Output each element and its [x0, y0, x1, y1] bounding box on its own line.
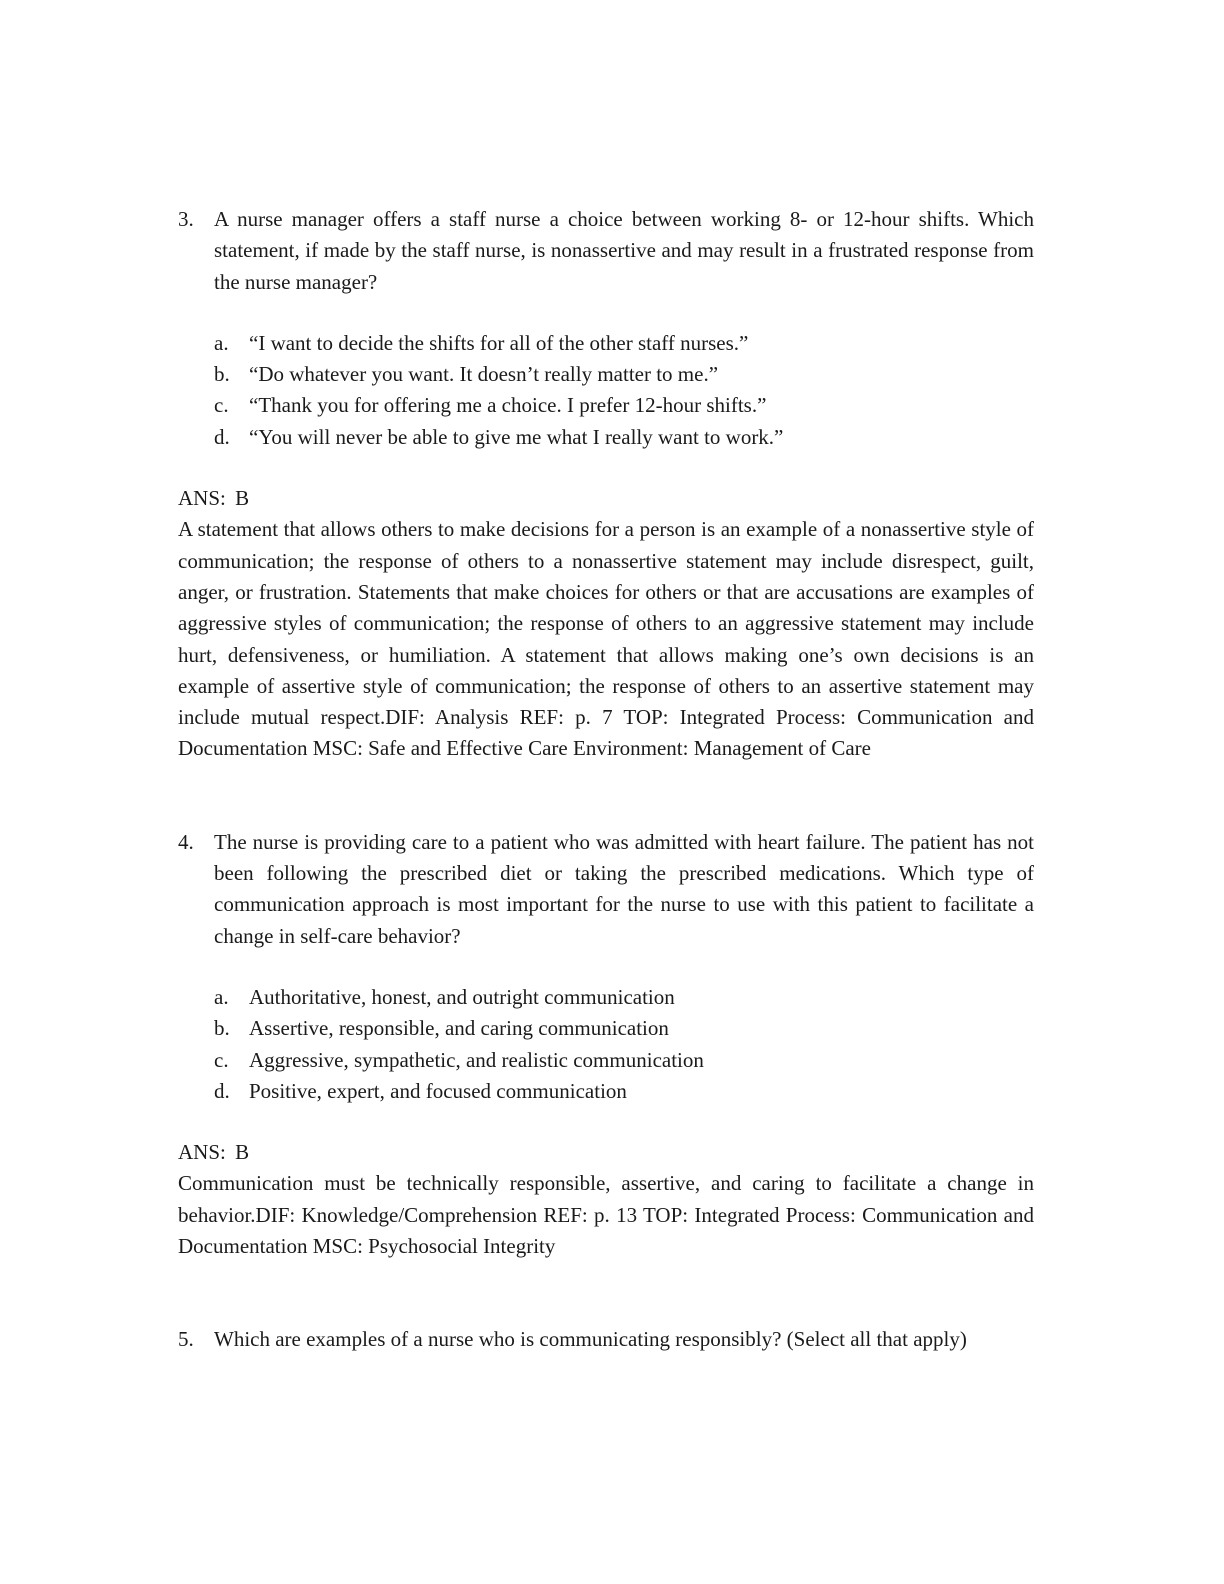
option-d [214, 1076, 1034, 1107]
option-b [214, 1013, 1034, 1044]
option-text: “Do whatever you want. It doesn’t really matter to me.” [249, 362, 719, 387]
option-c [214, 1045, 1034, 1076]
option-label: c. [214, 393, 229, 418]
answer-rationale: A statement that allows others to make decisions for a person is an example of a nonassertive style of communication; the response of others to a nonassertive statement may include disrespect, guilt, anger, or frustration. Statements that make choices for others or that are accusations are examples of aggressive styles of communication; the response of others to an aggressive statement may include hurt, defensiveness, or humiliation. A statement that allows making one’s own decisions is an example of assertive style of communication; the response of others to an assertive statement may include mutual respect.DIF: Analysis REF: p. 7 TOP: Integrated Process: Communication and Documentation MSC: Safe and Effective Care Environment: Management of Care [178, 517, 1034, 761]
option-text: “Thank you for offering me a choice. I prefer 12-hour shifts.” [249, 393, 767, 418]
question-4 [178, 827, 1034, 952]
option-a [214, 982, 1034, 1013]
option-label: a. [214, 330, 229, 355]
option-label: d. [214, 1078, 230, 1103]
answer-options [178, 328, 1034, 453]
question-number: 4. [178, 829, 194, 854]
option-b [214, 359, 1034, 390]
question-5 [178, 1324, 1034, 1355]
answer-key: ANS: B [178, 486, 250, 511]
option-text: Authoritative, honest, and outright communication [249, 984, 675, 1009]
option-label: b. [214, 362, 230, 387]
answer-rationale: Communication must be technically responsible, assertive, and caring to facilitate a change in behavior.DIF: Knowledge/Comprehension REF: p. 13 TOP: Integrated Process: Communication and Documentation MSC: Psychosocial Integrity [178, 1171, 1034, 1259]
answer-block [178, 1137, 1034, 1262]
question-number: 3. [178, 207, 194, 231]
answer-options [178, 982, 1034, 1107]
spacer [178, 1262, 1034, 1324]
option-label: d. [214, 424, 230, 449]
option-label: a. [214, 984, 229, 1009]
answer-block [178, 483, 1034, 765]
spacer [178, 765, 1034, 827]
question-stem: A nurse manager offers a staff nurse a choice between working 8- or 12-hour shifts. Which statement, if made by the staff nurse, is nonassertive and may result in a frustrated response from the nurse manager? [214, 207, 1034, 294]
answer-key: ANS: B [178, 1140, 250, 1165]
question-stem: Which are examples of a nurse who is communicating responsibly? (Select all that apply) [214, 1327, 967, 1352]
document-page [178, 204, 1034, 1356]
question-stem: The nurse is providing care to a patient who was admitted with heart failure. The patient has not been following the prescribed diet or taking the prescribed medications. Which type of communication approach is most important for the nurse to use with this patient to facilitate a change in self-care behavior? [214, 829, 1034, 948]
option-d [214, 422, 1034, 453]
question-3 [178, 204, 1034, 298]
option-a [214, 328, 1034, 359]
option-label: b. [214, 1016, 230, 1041]
question-number: 5. [178, 1327, 194, 1352]
option-label: c. [214, 1047, 229, 1072]
option-text: Aggressive, sympathetic, and realistic communication [249, 1047, 704, 1072]
option-text: “I want to decide the shifts for all of the other staff nurses.” [249, 330, 749, 355]
option-text: Positive, expert, and focused communication [249, 1078, 627, 1103]
option-c [214, 390, 1034, 421]
option-text: “You will never be able to give me what I really want to work.” [249, 424, 784, 449]
option-text: Assertive, responsible, and caring communication [249, 1016, 669, 1041]
